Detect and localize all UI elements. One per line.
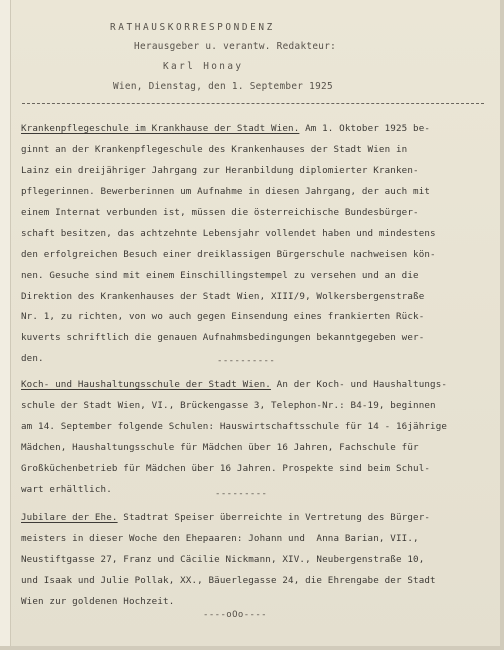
dateline: Wien, Dienstag, den 1. September 1925 [113, 81, 333, 92]
article-paragraph-first-line [21, 512, 430, 523]
article-text-line: einem Internat verbunden ist, müssen die österreichische Bundesbürger- [21, 207, 419, 218]
article-text-line: kuverts schriftlich die genauen Aufnahmsbedingungen bekanntgegeben wer- [21, 332, 425, 343]
article-text-line: schaft besitzen, das achtzehnte Lebensjahr vollendet haben und mindestens [21, 228, 436, 239]
article-text-line: meisters in dieser Woche den Ehepaaren: Johann und Anna Barian, VII., [21, 533, 419, 544]
article-text-line: Stadtrat Speiser überreichte in Vertretung des Bürger- [117, 512, 431, 523]
article-text-line: ginnt an der Krankenpflegeschule des Krankenhauses der Stadt Wien in [21, 144, 408, 155]
header-dashed-rule [22, 103, 484, 104]
article-heading: Jubilare der Ehe. [21, 512, 118, 523]
page-bottom-edge [0, 646, 504, 650]
article-text-line: Am 1. Oktober 1925 be- [299, 123, 431, 134]
article-text-line: An der Koch- und Haushaltungs- [270, 379, 448, 390]
article-text-line: Großküchenbetrieb für Mädchen über 16 Jahren. Prospekte sind beim Schul- [21, 463, 431, 474]
section-separator: ---------- [217, 356, 276, 366]
section-separator: --------- [215, 489, 268, 499]
underlying-page-edge [0, 0, 11, 650]
article-text-line: Direktion des Krankenhauses der Stadt Wien, XIII/9, Wolkersbergenstraße [21, 291, 425, 302]
article-text-line: wart erhältlich. [21, 484, 112, 495]
article-text-line: schule der Stadt Wien, VI., Brückengasse 3, Telephon-Nr.: B4-19, beginnen [21, 400, 436, 411]
article-text-line: Lainz ein dreijähriger Jahrgang zur Heranbildung diplomierter Kranken- [21, 165, 419, 176]
article-text-line: und Isaak und Julie Pollak, XX., Bäuerlegasse 24, die Ehrengabe der Stadt [21, 575, 436, 586]
article-text-line: den. [21, 353, 44, 364]
article-paragraph-first-line [21, 123, 430, 134]
article-text-line: am 14. September folgende Schulen: Hauswirtschaftsschule für 14 - 16jährige [21, 421, 448, 432]
article-text-line: Nr. 1, zu richten, von wo auch gegen Einsendung eines frankierten Rück- [21, 311, 425, 322]
publisher-line: Herausgeber u. verantw. Redakteur: [134, 41, 337, 52]
article-text-line: Mädchen, Haushaltungsschule für Mädchen über 16 Jahren, Fachschule für [21, 442, 419, 453]
editor-name: Karl Honay [163, 61, 244, 72]
article-heading: Koch- und Haushaltungsschule der Stadt Wien. [21, 379, 271, 390]
article-heading: Krankenpflegeschule im Krankhause der Stadt Wien. [21, 123, 300, 134]
article-paragraph-first-line [21, 379, 447, 390]
article-text-line: nen. Gesuche sind mit einem Einschillingstempel zu versehen und an die [21, 270, 419, 281]
article-text-line: Wien zur goldenen Hochzeit. [21, 596, 175, 607]
article-text-line: Neustiftgasse 27, Franz und Cäcilie Nickmann, XIV., Neubergenstraße 10, [21, 554, 425, 565]
end-separator: ----oOo---- [203, 610, 268, 620]
article-text-line: pflegerinnen. Bewerberinnen um Aufnahme in diesen Jahrgang, der auch mit [21, 186, 431, 197]
page-right-edge [500, 0, 504, 650]
article-text-line: den erfolgreichen Besuch einer dreiklassigen Bürgerschule nachweisen kön- [21, 249, 436, 260]
document-title: RATHAUSKORRESPONDENZ [110, 22, 275, 33]
